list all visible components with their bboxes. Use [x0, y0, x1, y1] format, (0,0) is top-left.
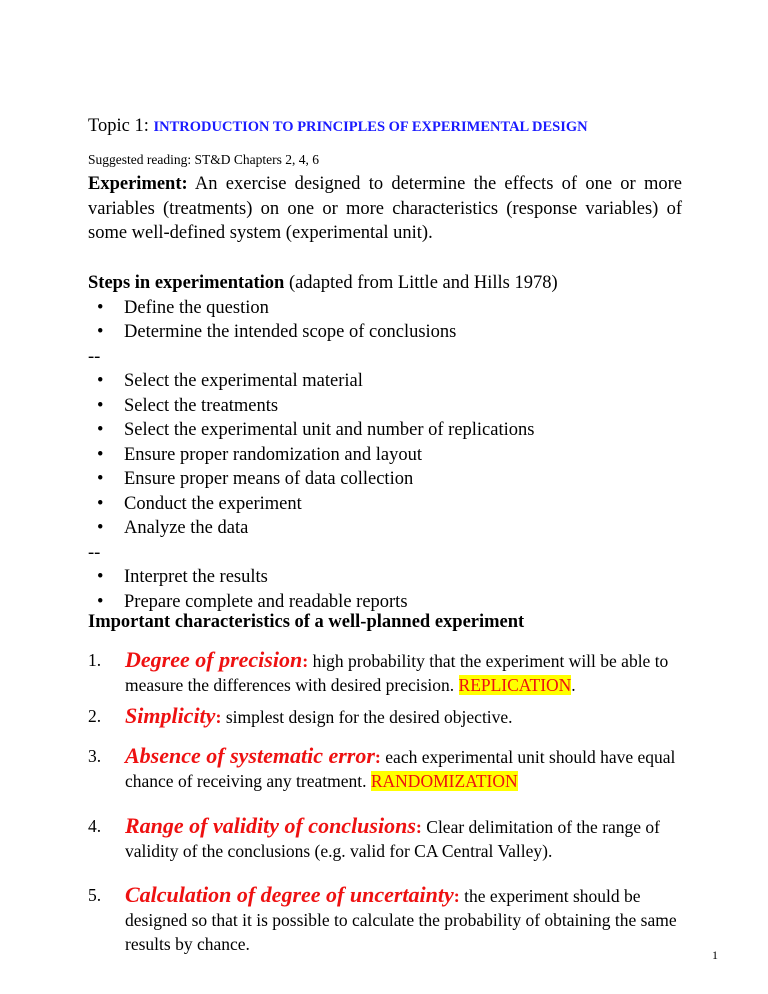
- characteristic-item: [88, 648, 682, 697]
- colon: :: [374, 747, 381, 767]
- step-item: • Prepare complete and readable reports: [88, 590, 682, 615]
- characteristic-item: [88, 814, 682, 863]
- item-text: high probability that the experiment will be able to measure the differences with desired precision.: [125, 651, 669, 695]
- colon: :: [453, 886, 460, 906]
- step-item: • Ensure proper randomization and layout: [88, 443, 682, 468]
- item-text: simplest design for the desired objective.: [221, 707, 513, 727]
- separator: --: [88, 542, 101, 563]
- topic-heading: INTRODUCTION TO PRINCIPLES OF EXPERIMENTAL DESIGN: [153, 119, 588, 135]
- item-text: Clear delimitation of the range of validity of the conclusions (e.g. valid for CA Central Valley).: [125, 817, 661, 861]
- step-item: • Interpret the results: [88, 565, 682, 590]
- steps-list: [88, 296, 682, 615]
- item-body: [125, 814, 682, 863]
- item-term: Absence of systematic error: [125, 743, 375, 768]
- characteristics-heading: Important characteristics of a well-planned experiment: [88, 612, 525, 632]
- item-body: [125, 744, 682, 793]
- item-term: Range of validity of conclusions: [125, 813, 416, 838]
- suggested-reading: Suggested reading: ST&D Chapters 2, 4, 6: [88, 152, 319, 167]
- item-body: [125, 704, 682, 729]
- characteristic-item: [88, 744, 682, 793]
- step-item: • Ensure proper means of data collection: [88, 467, 682, 492]
- item-number: 5.: [88, 885, 102, 905]
- experiment-definition: [88, 172, 682, 246]
- separator: --: [88, 346, 101, 367]
- item-text: the experiment should be designed so that it is possible to calculate the probability of obtaining the same results by chance.: [125, 886, 677, 954]
- step-item: • Analyze the data: [88, 516, 682, 541]
- steps-source: (adapted from Little and Hills 1978): [284, 273, 558, 293]
- step-item: • Select the experimental unit and number of replications: [88, 418, 682, 443]
- colon: :: [302, 651, 309, 671]
- item-number: 3.: [88, 746, 102, 766]
- experiment-text: An exercise designed to determine the effects of one or more variables (treatments) on one or more characteristics (response variables) of some well-defined system (experimental unit).: [88, 174, 682, 243]
- item-body: [125, 648, 682, 697]
- steps-heading: [88, 271, 682, 296]
- step-item: • Select the experimental material: [88, 369, 682, 394]
- highlight-label: REPLICATION: [458, 675, 572, 695]
- step-item: • Determine the intended scope of conclusions: [88, 320, 682, 345]
- item-number: 4.: [88, 816, 102, 836]
- topic-title: [88, 116, 682, 137]
- step-item: • Define the question: [88, 296, 682, 321]
- item-term: Calculation of degree of uncertainty: [125, 882, 454, 907]
- characteristic-item: [88, 704, 682, 729]
- step-item: • Select the treatments: [88, 394, 682, 419]
- item-body: [125, 883, 682, 956]
- characteristic-item: [88, 883, 682, 956]
- colon: :: [215, 707, 222, 727]
- steps-section: [88, 271, 682, 614]
- item-term: Simplicity: [125, 703, 216, 728]
- item-number: 1.: [88, 650, 102, 670]
- step-item: • Conduct the experiment: [88, 492, 682, 517]
- item-term: Degree of precision: [125, 647, 303, 672]
- steps-heading-text: Steps in experimentation: [88, 273, 285, 293]
- page-number: 1: [712, 948, 718, 962]
- item-after: .: [571, 675, 576, 695]
- highlight-label: RANDOMIZATION: [370, 771, 518, 791]
- experiment-term: Experiment:: [88, 174, 188, 194]
- item-number: 2.: [88, 706, 102, 726]
- item-text: each experimental unit should have equal chance of receiving any treatment.: [125, 747, 676, 791]
- colon: :: [415, 817, 422, 837]
- topic-prefix: Topic 1:: [88, 116, 154, 136]
